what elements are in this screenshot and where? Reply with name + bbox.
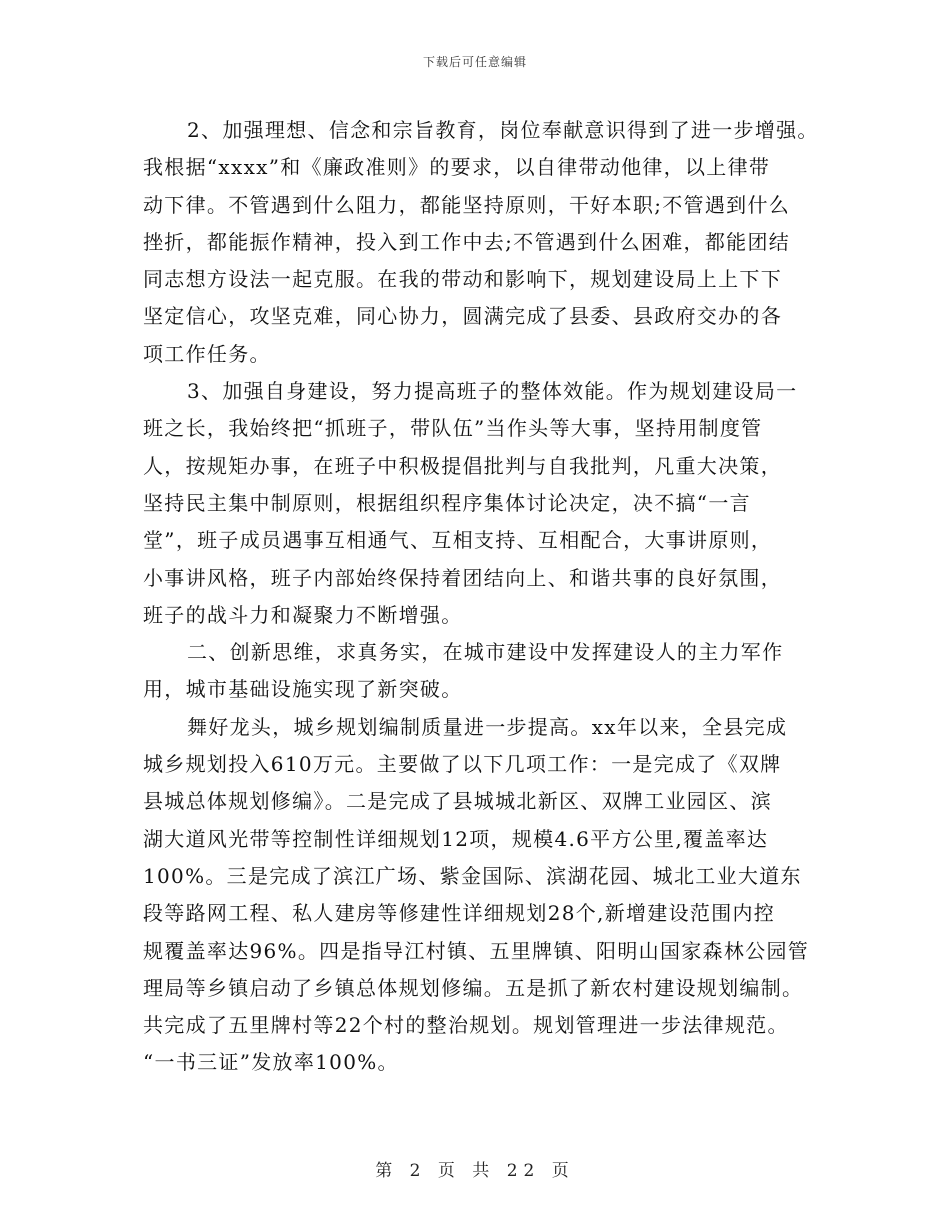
text-line: 段等路网工程、私人建房等修建性详细规划28个,新增建设范围内控: [143, 901, 776, 926]
page-number-footer: 第 2 页 共 22 页: [375, 1161, 575, 1181]
text-line: 小事讲风格，班子内部始终保持着团结向上、和谐共事的良好氛围，: [143, 565, 782, 590]
paragraph-3: [143, 634, 823, 709]
text-line: 3、加强自身建设，努力提高班子的整体效能。作为规划建设局一: [187, 379, 798, 404]
text-line: 同志想方设法一起克服。在我的带动和影响下，规划建设局上上下下: [143, 267, 782, 292]
text-line: 坚定信心，攻坚克难，同心协力，圆满完成了县委、县政府交办的各: [143, 304, 782, 329]
text-line: 城乡规划投入610万元。主要做了以下几项工作：一是完成了《双牌: [143, 752, 782, 777]
text-line: 共完成了五里牌村等22个村的整治规划。规划管理进一步法律规范。: [143, 1013, 789, 1038]
text-line: 用，城市基础设施实现了新突破。: [143, 677, 463, 702]
text-line: 动下律。不管遇到什么阻力，都能坚持原则，干好本职;不管遇到什么: [143, 192, 791, 217]
document-body: [143, 112, 823, 1082]
text-line: 班之长，我始终把“抓班子，带队伍”当作头等大事，坚持用制度管: [143, 416, 763, 441]
text-line: 二、创新思维，求真务实，在城市建设中发挥建设人的主力军作: [187, 640, 784, 665]
text-line: 舞好龙头，城乡规划编制质量进一步提高。xx年以来，全县完成: [187, 714, 788, 739]
text-line: 县城总体规划修编》。二是完成了县城城北新区、双牌工业园区、滨: [143, 789, 772, 814]
paragraph-4: [143, 709, 823, 1082]
text-line: 湖大道风光带等控制性详细规划12项，规模4.6平方公里,覆盖率达: [143, 826, 769, 851]
text-line: 班子的战斗力和凝聚力不断增强。: [143, 602, 463, 627]
paragraph-1: [143, 112, 823, 373]
text-line: 堂”，班子成员遇事互相通气、互相支持、互相配合，大事讲原则，: [143, 528, 773, 553]
paragraph-2: [143, 373, 823, 634]
text-line: 人，按规矩办事，在班子中积极提倡批判与自我批判，凡重大决策，: [143, 453, 782, 478]
text-line: 挫折，都能振作精神，投入到工作中去;不管遇到什么困难，都能团结: [143, 229, 791, 254]
text-line: 2、加强理想、信念和宗旨教育，岗位奉献意识得到了进一步增强。: [187, 118, 819, 142]
text-line: 我根据“xxxx”和《廉政准则》的要求，以自律带动他律，以上律带: [143, 155, 771, 180]
text-line: 规覆盖率达96%。四是指导江村镇、五里牌镇、阳明山国家森林公园管: [143, 938, 810, 963]
page-header: 下载后可任意编辑: [422, 55, 527, 69]
text-line: 坚持民主集中制原则，根据组织程序集体讨论决定，决不搞“一言: [143, 490, 751, 515]
text-line: 100%。三是完成了滨江广场、紫金国际、滨湖花园、城北工业大道东: [143, 863, 802, 888]
text-line: 项工作任务。: [143, 341, 271, 366]
text-line: 理局等乡镇启动了乡镇总体规划修编。五是抓了新农村建设规划编制。: [143, 975, 804, 1000]
text-line: “一书三证”发放率100%。: [143, 1050, 399, 1075]
